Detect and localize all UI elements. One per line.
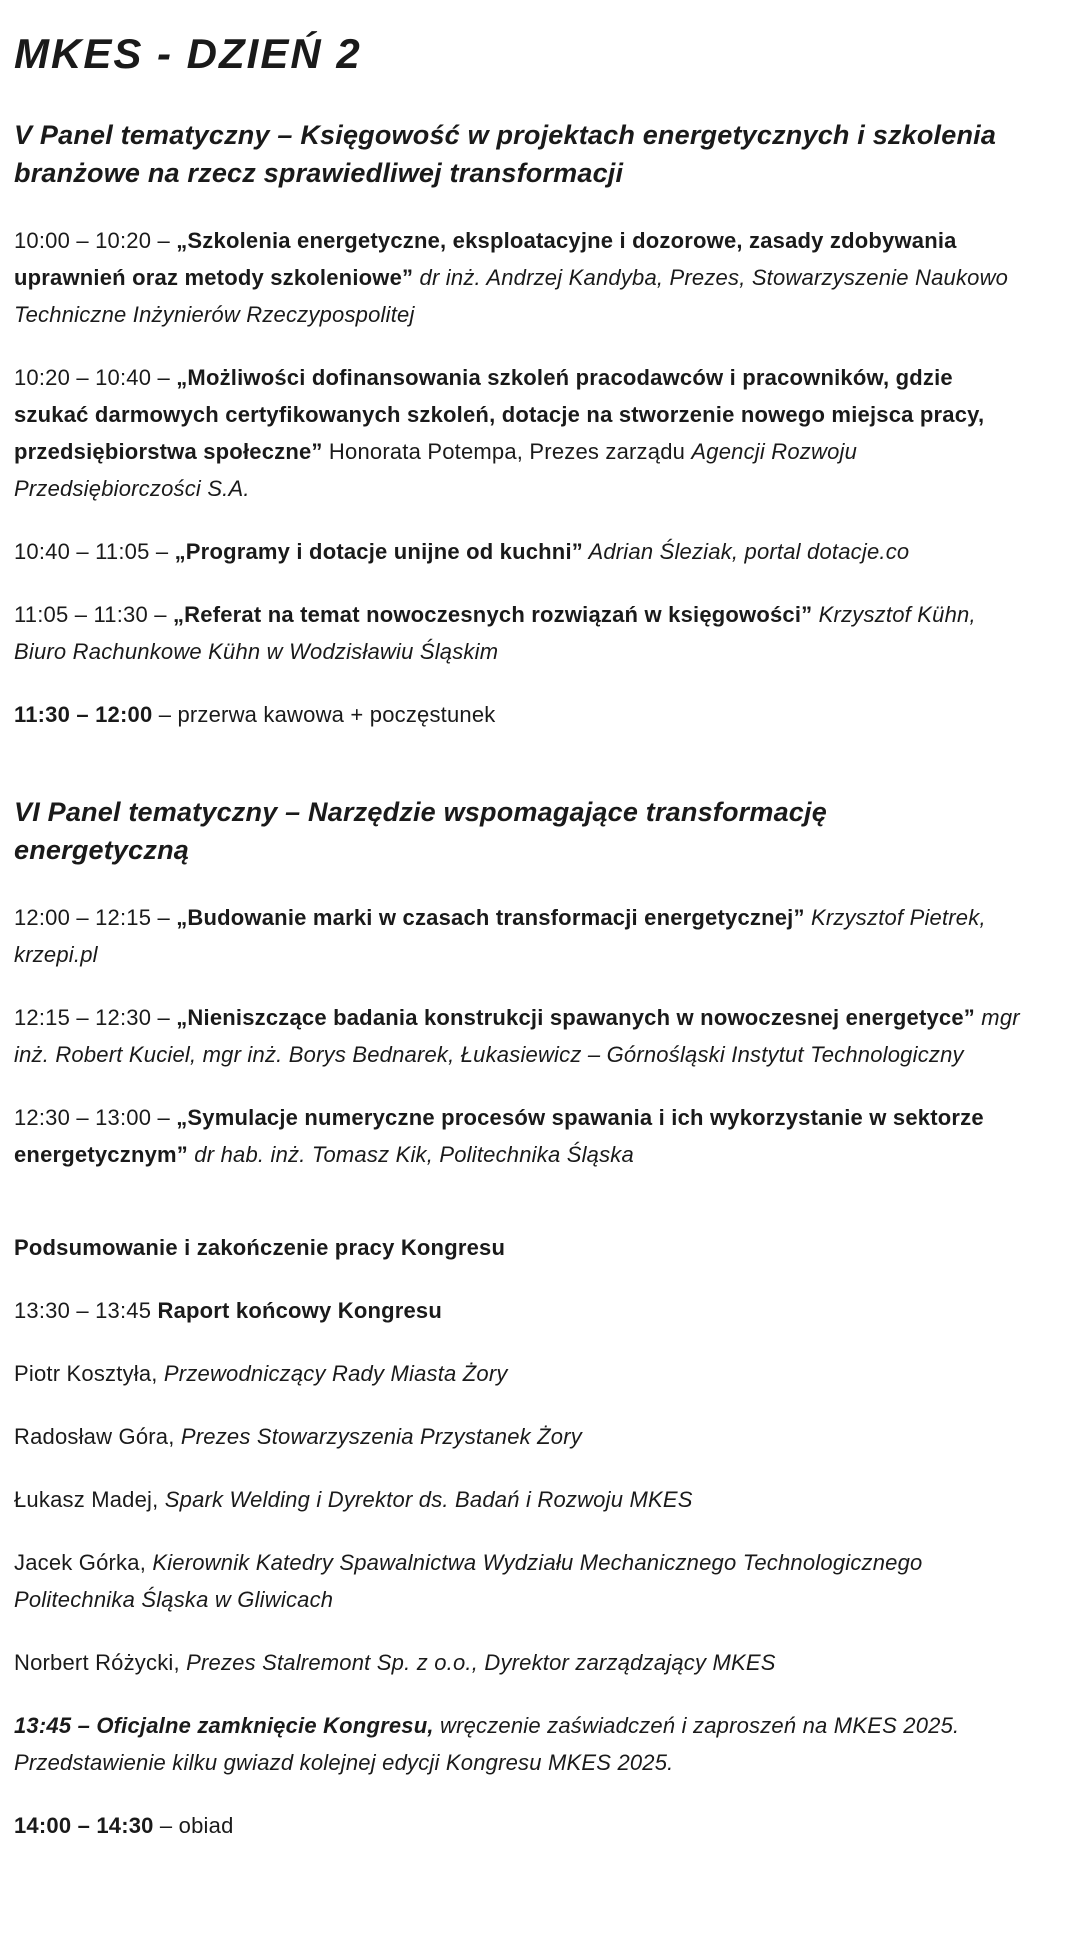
speaker-row — [14, 1418, 1026, 1455]
lunch-time: 14:00 – 14:30 — [14, 1813, 154, 1838]
speaker-name: Radosław Góra, — [14, 1424, 181, 1449]
item-speaker: dr inż. Andrzej Kandyba, Prezes, Stowarzyszenie Naukowo Techniczne Inżynierów Rzeczypospolitej — [14, 265, 1009, 327]
speaker-name: Łukasz Madej, — [14, 1487, 165, 1512]
speaker-name: Jacek Górka, — [14, 1550, 153, 1575]
item-speaker: dr hab. inż. Tomasz Kik, Politechnika Śląska — [187, 1142, 634, 1167]
item-talk-title: „Szkolenia energetyczne, eksploatacyjne i dozorowe, zasady zdobywania uprawnień oraz metody szkoleniowe” — [14, 228, 957, 290]
item-speaker: mgr inż. Robert Kuciel, mgr inż. Borys Bednarek, Łukasiewicz – Górnośląski Instytut Technologiczny — [14, 1005, 1020, 1067]
finale-description: wręczenie zaświadczeń i zaproszeń na MKES 2025. Przedstawienie kilku gwiazd kolejnej edycji Kongresu MKES 2025. — [14, 1713, 960, 1775]
finale-title: 13:45 – Oficjalne zamknięcie Kongresu, — [14, 1713, 434, 1738]
item-talk-title: „Nieniszczące badania konstrukcji spawanych w nowoczesnej energetyce” — [176, 1005, 975, 1030]
speaker-role: Przewodniczący Rady Miasta Żory — [163, 1361, 508, 1386]
agenda-item — [14, 1099, 1026, 1173]
speaker-row — [14, 1544, 1026, 1618]
item-speaker: Adrian Śleziak, portal dotacje.co — [582, 539, 910, 564]
item-talk-title: „Symulacje numeryczne procesów spawania i ich wykorzystanie w sektorze energetycznym” — [14, 1105, 984, 1167]
speaker-row — [14, 1644, 1026, 1681]
agenda-item — [14, 596, 1026, 670]
agenda-item — [14, 999, 1026, 1073]
panel-v-heading: V Panel tematyczny – Księgowość w projektach energetycznych i szkolenia branżowe na rzecz sprawiedliwej transformacji — [14, 120, 997, 188]
item-talk-title: „Możliwości dofinansowania szkoleń pracodawców i pracowników, gdzie szukać darmowych certyfikowanych szkoleń, dotacje na stworzenie nowego miejsca pracy, przedsiębiorstwa społeczne” — [14, 365, 985, 464]
item-talk-title: „Programy i dotacje unijne od kuchni” — [174, 539, 583, 564]
item-time: 10:20 – 10:40 – — [14, 365, 177, 390]
speaker-role: Prezes Stowarzyszenia Przystanek Żory — [180, 1424, 582, 1449]
item-time: 12:15 – 12:30 – — [14, 1005, 177, 1030]
speaker-row — [14, 1355, 1026, 1392]
item-time: 11:05 – 11:30 – — [14, 602, 173, 627]
item-speaker: Krzysztof Kühn, Biuro Rachunkowe Kühn w Wodzisławiu Śląskim — [14, 602, 976, 664]
report-label: Raport końcowy Kongresu — [157, 1298, 443, 1323]
speaker-row — [14, 1481, 1026, 1518]
lunch-item — [14, 1807, 1026, 1844]
item-time: 12:30 – 13:00 – — [14, 1105, 177, 1130]
item-speaker: Krzysztof Pietrek, krzepi.pl — [14, 905, 986, 967]
page-title: MKES - DZIEŃ 2 — [14, 30, 362, 77]
speaker-name: Norbert Różycki, — [14, 1650, 187, 1675]
speaker-role: Spark Welding i Dyrektor ds. Badań i Rozwoju MKES — [164, 1487, 693, 1512]
break-label: – przerwa kawowa + poczęstunek — [152, 702, 496, 727]
item-time: 12:00 – 12:15 – — [14, 905, 177, 930]
speaker-name: Piotr Kosztyła, — [14, 1361, 164, 1386]
final-report-item — [14, 1292, 1026, 1329]
item-speaker-plain: Honorata Potempa, Prezes zarządu — [322, 439, 692, 464]
closing-heading: Podsumowanie i zakończenie pracy Kongresu — [14, 1235, 506, 1260]
coffee-break-item — [14, 696, 1026, 733]
item-talk-title: „Budowanie marki w czasach transformacji energetycznej” — [176, 905, 805, 930]
item-talk-title: „Referat na temat nowoczesnych rozwiązań w księgowości” — [172, 602, 813, 627]
speaker-role: Prezes Stalremont Sp. z o.o., Dyrektor zarządzający MKES — [186, 1650, 776, 1675]
agenda-item — [14, 222, 1026, 333]
agenda-item — [14, 899, 1026, 973]
congress-finale-item — [14, 1707, 1026, 1781]
report-time: 13:30 – 13:45 — [14, 1298, 158, 1323]
item-time: 10:40 – 11:05 – — [14, 539, 175, 564]
agenda-item — [14, 359, 1026, 507]
break-time: 11:30 – 12:00 — [14, 702, 153, 727]
lunch-label: – obiad — [153, 1813, 234, 1838]
agenda-item — [14, 533, 1026, 570]
speaker-role: Kierownik Katedry Spawalnictwa Wydziału Mechanicznego Technologicznego Politechnika Śląska w Gliwicach — [14, 1550, 923, 1612]
item-speaker: Agencji Rozwoju Przedsiębiorczości S.A. — [14, 439, 858, 501]
panel-vi-heading: VI Panel tematyczny – Narzędzie wspomagające transformację energetyczną — [14, 797, 827, 865]
item-time: 10:00 – 10:20 – — [14, 228, 177, 253]
